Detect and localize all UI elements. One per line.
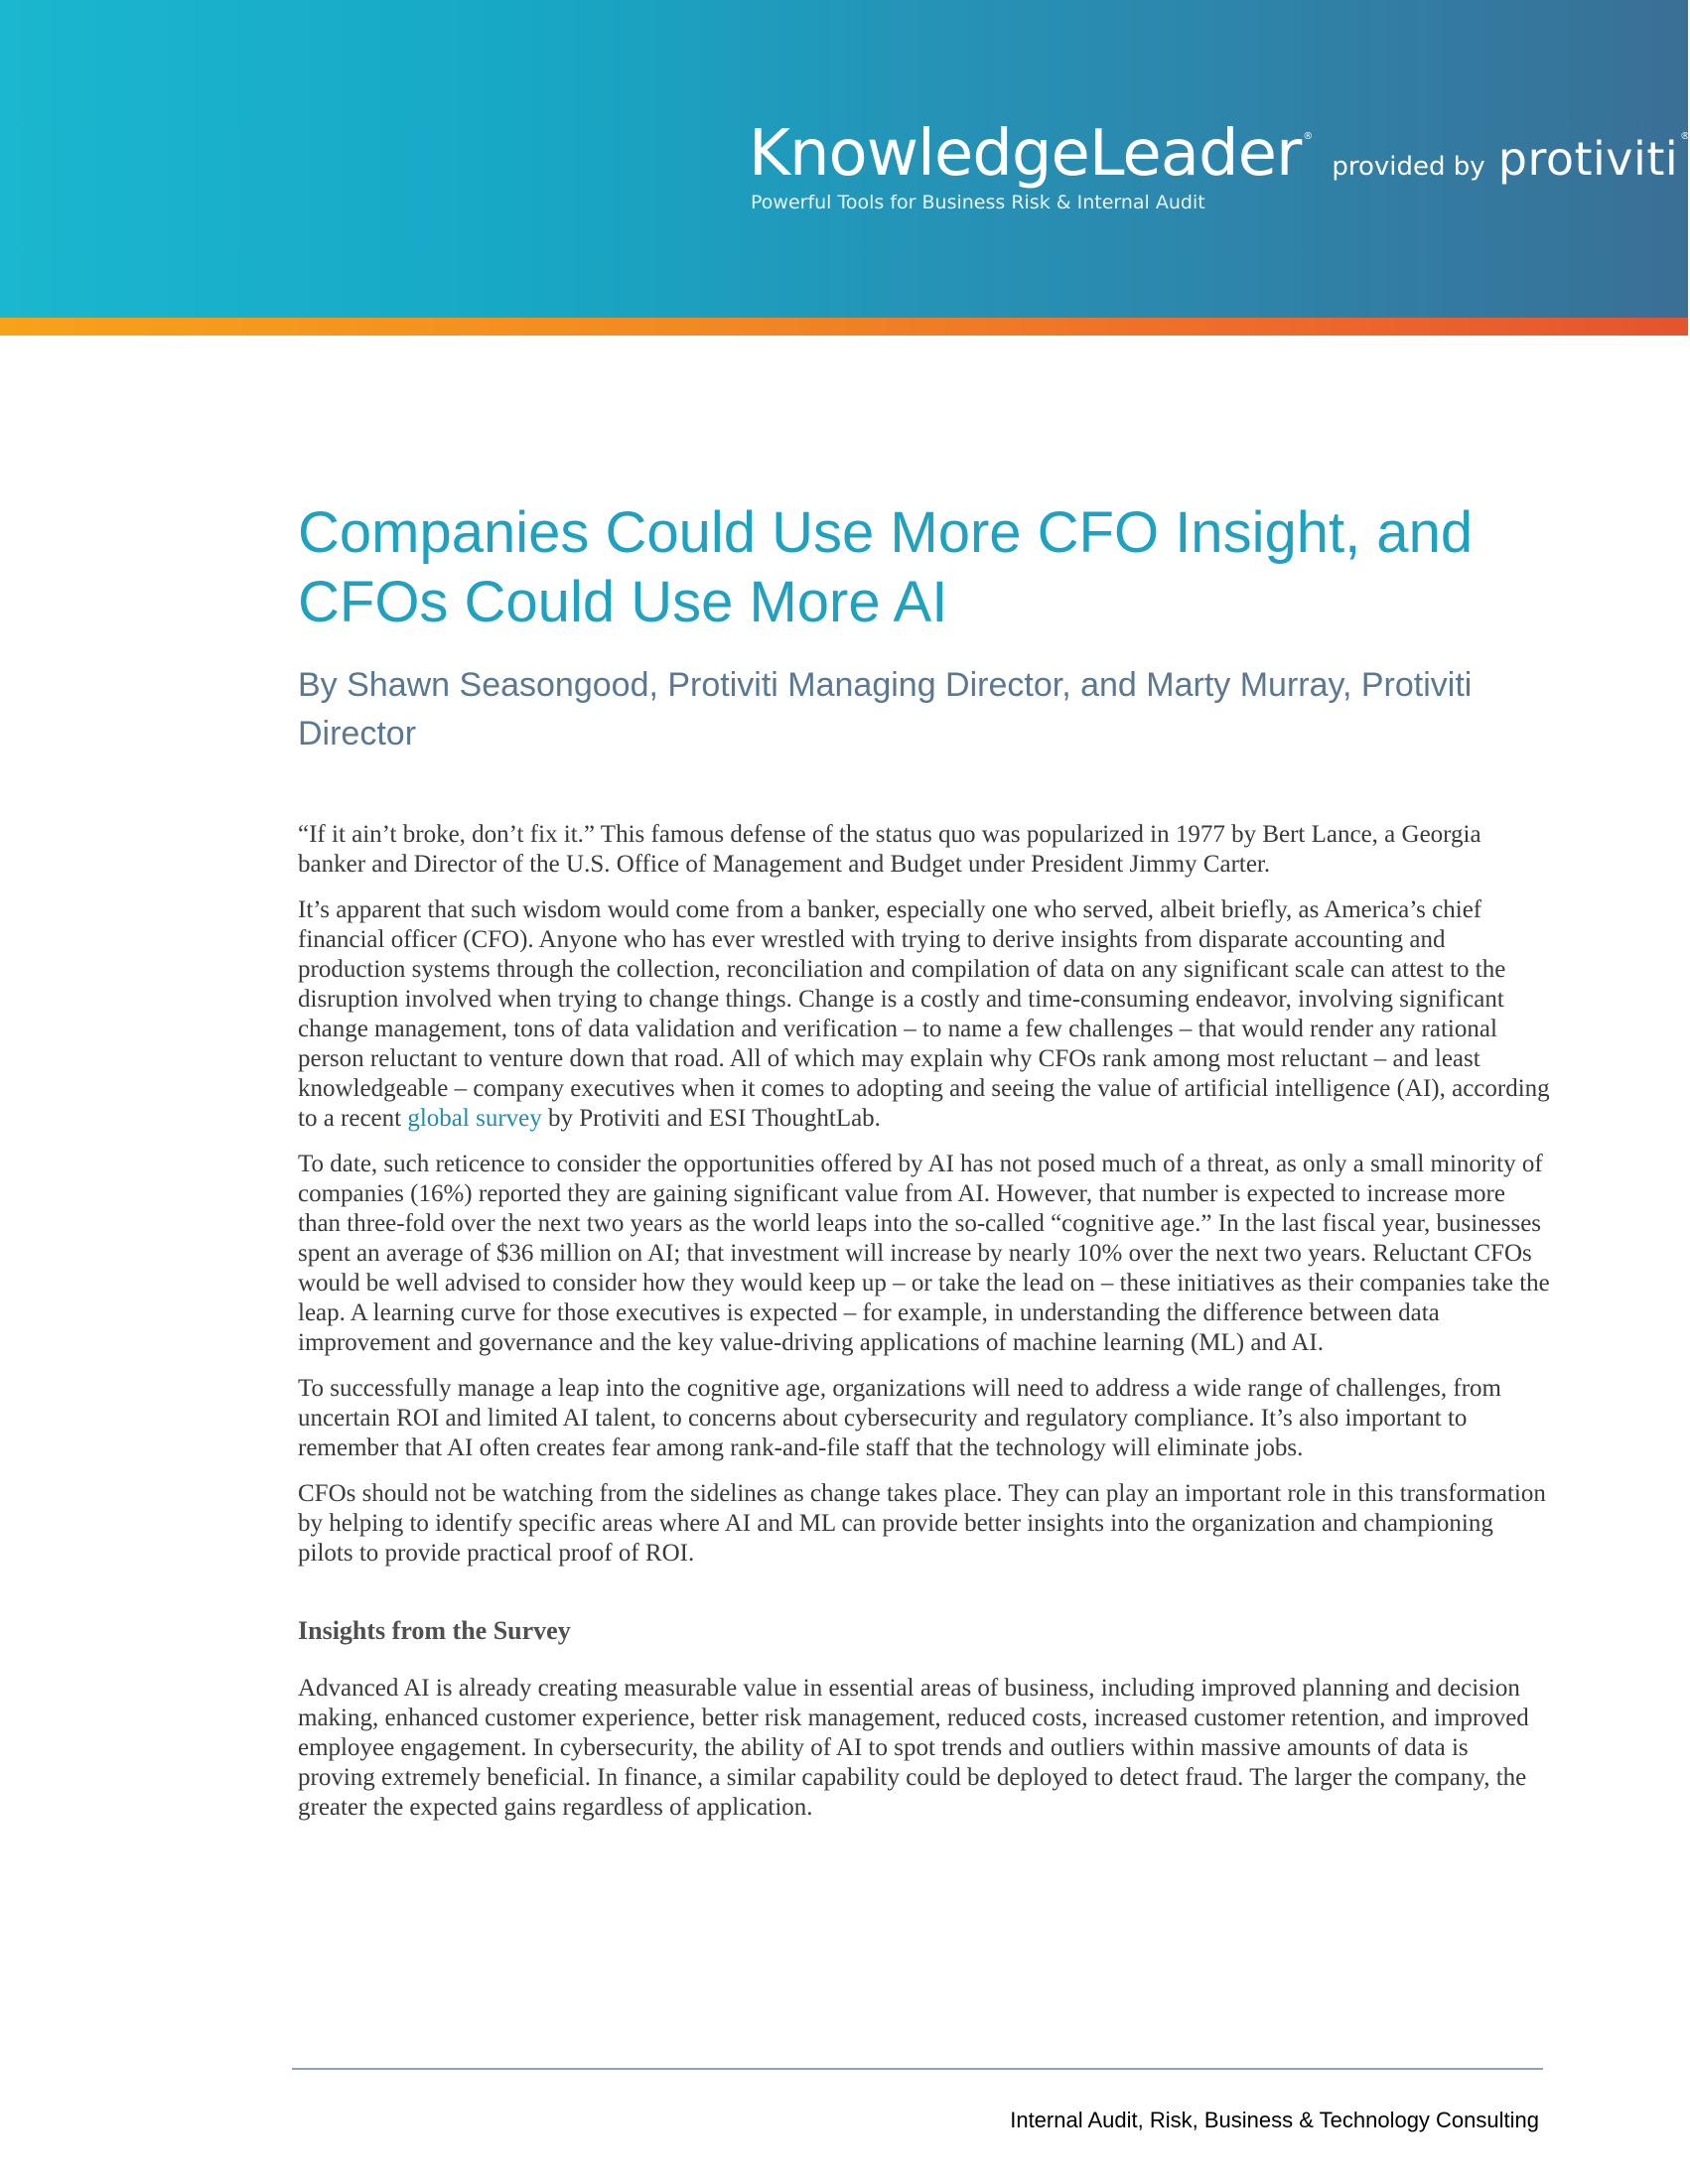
- paragraph: To successfully manage a leap into the cognitive age, organizations will need to address a wide range of challenges, from uncertain ROI and limited AI talent, to concerns about cybersecurity and regulatory compliance. It’s also important to remember that AI often creates fear among rank-and-file staff that the technology will eliminate jobs.: [298, 1375, 1501, 1461]
- company-name: protiviti: [1497, 132, 1679, 186]
- brand-logo: [749, 117, 1690, 191]
- paragraph-text-suffix: by Protiviti and ESI ThoughtLab.: [548, 1105, 881, 1132]
- footer-text: Internal Audit, Risk, Business & Technology Consulting: [1010, 2108, 1539, 2132]
- registered-mark-2: ®: [1680, 131, 1690, 142]
- header-accent-stripe: [0, 318, 1688, 336]
- paragraph: CFOs should not be watching from the sidelines as change takes place. They can play an important role in this transformation by helping to identify specific areas where AI and ML can provide better insights into the organization and championing pilots to provide practical proof of ROI.: [298, 1480, 1546, 1567]
- global-survey-link[interactable]: global survey: [407, 1105, 542, 1132]
- article-title: Companies Could Use More CFO Insight, and CFOs Could Use More AI: [298, 500, 1474, 634]
- footer-divider: [292, 2068, 1543, 2070]
- paragraph: “If it ain’t broke, don’t fix it.” This famous defense of the status quo was popularized in 1977 by Bert Lance, a Georgia banker and Director of the U.S. Office of Management and Budget under President Jimmy Carter.: [298, 821, 1481, 878]
- section-paragraph: Advanced AI is already creating measurable value in essential areas of business, including improved planning and decision making, enhanced customer experience, better risk management, reduced costs, increased customer retention, and improved employee engagement. In cybersecurity, the ability of AI to spot trends and outliers within massive amounts of data is proving extremely beneficial. In finance, a similar capability could be deployed to detect fraud. The larger the company, the greater the expected gains regardless of application.: [298, 1675, 1529, 1821]
- provided-by-text: provided by: [1332, 152, 1485, 182]
- section-heading: Insights from the Survey: [298, 1616, 571, 1645]
- paragraph-with-link: [298, 895, 1551, 1134]
- paragraph-text: It’s apparent that such wisdom would come from a banker, especially one who served, albeit briefly, as America’s chief financial officer (CFO). Anyone who has ever wrestled with trying to derive insights from disparate accounting and production systems through the collection, reconciliation and compilation of data on any significant scale can attest to the disruption involved when trying to change things. Change is a costly and time-consuming endeavor, involving significant change management, tons of data validation and verification – to name a few challenges – that would render any rational person reluctant to venture down that road. All of which may explain why CFOs rank among most reluctant – and least knowledgeable – company executives when it comes to adopting and seeing the value of artificial intelligence (AI), according to a recent: [298, 896, 1550, 1132]
- article-body: [298, 820, 1551, 1839]
- brand-name: KnowledgeLeader: [749, 117, 1302, 191]
- registered-mark: ®: [1303, 131, 1314, 142]
- paragraph: To date, such reticence to consider the opportunities offered by AI has not posed much of a threat, as only a small minority of companies (16%) reported they are gaining significant value from AI. However, that number is expected to increase more than three-fold over the next two years as the world leaps into the so-called “cognitive age.” In the last fiscal year, businesses spent an average of $36 million on AI; that investment will increase by nearly 10% over the next two years. Reluctant CFOs would be well advised to consider how they would keep up – or take the lead on – these initiatives as their companies take the leap. A learning curve for those executives is expected – for example, in understanding the difference between data improvement and governance and the key value-driving applications of machine learning (ML) and AI.: [298, 1151, 1550, 1356]
- brand-tagline: Powerful Tools for Business Risk & Internal Audit: [751, 192, 1205, 213]
- article-byline: By Shawn Seasongood, Protiviti Managing Director, and Marty Murray, Protiviti Director: [298, 666, 1473, 752]
